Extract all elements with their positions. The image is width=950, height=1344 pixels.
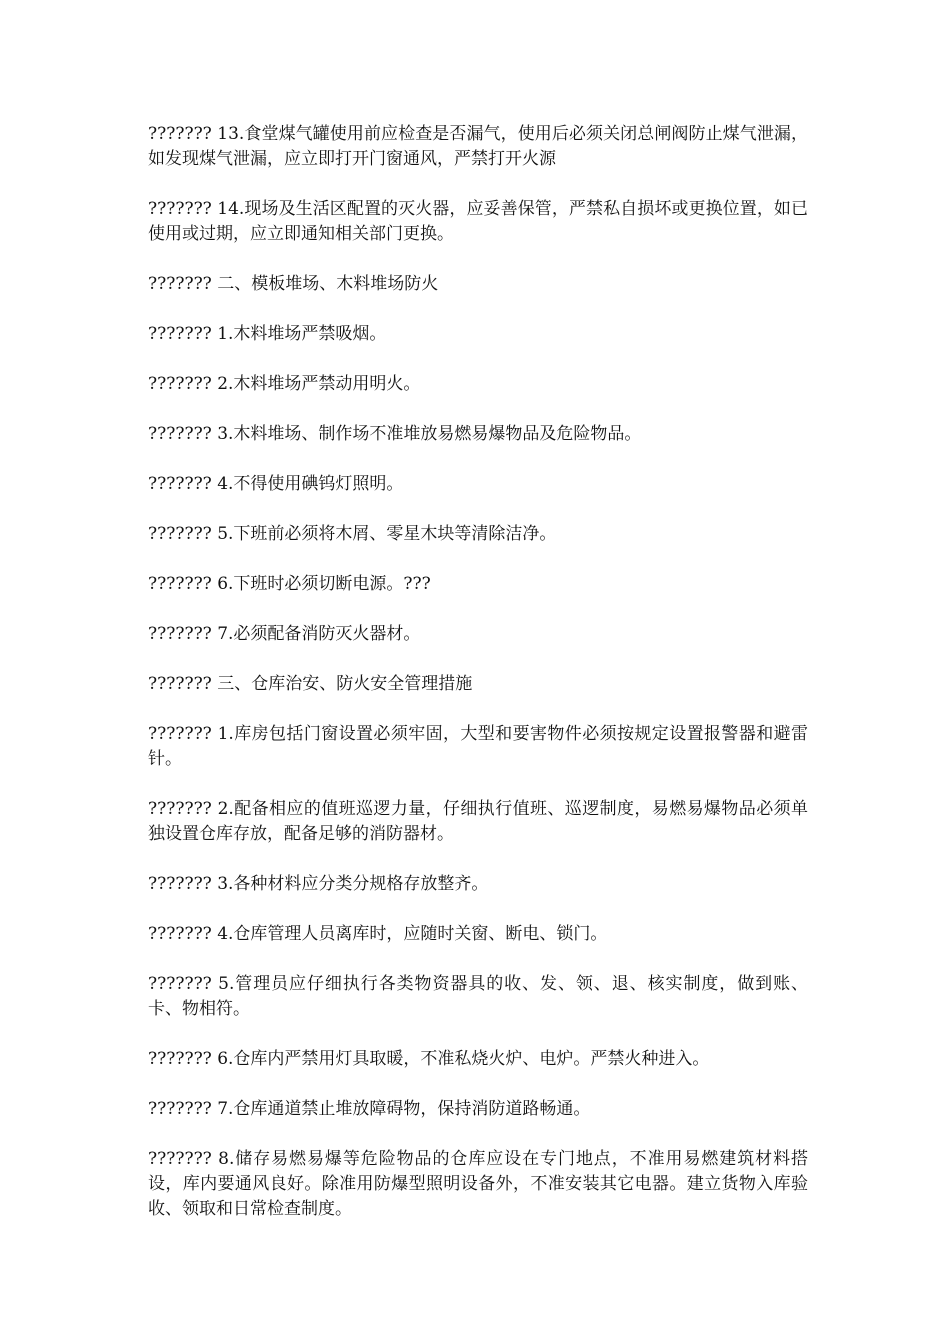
paragraph-item: ??????? 1.木料堆场严禁吸烟。 bbox=[148, 324, 387, 344]
section-heading-2: ??????? 二、模板堆场、木料堆场防火 bbox=[148, 274, 439, 294]
paragraph-item: ??????? 4.仓库管理人员离库时，应随时关窗、断电、锁门。 bbox=[148, 924, 608, 944]
paragraph-item: ??????? 3.各种材料应分类分规格存放整齐。 bbox=[148, 874, 489, 894]
paragraph-item-14: ??????? 14.现场及生活区配置的灭火器，应妥善保管，严禁私自损坏或更换位置，如已使用或过期，应立即通知相关部门更换。 bbox=[148, 199, 808, 244]
paragraph-item: ??????? 3.木料堆场、制作场不准堆放易燃易爆物品及危险物品。 bbox=[148, 424, 642, 444]
paragraph-item: ??????? 7.仓库通道禁止堆放障碍物，保持消防道路畅通。 bbox=[148, 1099, 591, 1119]
paragraph-item: ??????? 6.下班时必须切断电源。??? bbox=[148, 574, 431, 594]
paragraph-item: ??????? 2.配备相应的值班巡逻力量，仔细执行值班、巡逻制度，易燃易爆物品必须单独设置仓库存放，配备足够的消防器材。 bbox=[148, 799, 808, 844]
paragraph-item: ??????? 8.储存易燃易爆等危险物品的仓库应设在专门地点，不准用易燃建筑材料搭设，库内要通风良好。除准用防爆型照明设备外，不准安装其它电器。建立货物入库验收、领取和日常检查制度。 bbox=[148, 1149, 808, 1219]
paragraph-item-13: ??????? 13.食堂煤气罐使用前应检查是否漏气，使用后必须关闭总闸阀防止煤气泄漏，如发现煤气泄漏，应立即打开门窗通风，严禁打开火源 bbox=[148, 124, 808, 169]
paragraph-item: ??????? 6.仓库内严禁用灯具取暖，不准私烧火炉、电炉。严禁火种进入。 bbox=[148, 1049, 710, 1069]
paragraph-item: ??????? 5.管理员应仔细执行各类物资器具的收、发、领、退、核实制度，做到账、卡、物相符。 bbox=[148, 974, 808, 1019]
section-heading-3: ??????? 三、仓库治安、防火安全管理措施 bbox=[148, 674, 473, 694]
document-page bbox=[148, 122, 808, 1247]
paragraph-item: ??????? 2.木料堆场严禁动用明火。 bbox=[148, 374, 421, 394]
paragraph-item: ??????? 7.必须配备消防灭火器材。 bbox=[148, 624, 421, 644]
paragraph-item: ??????? 1.库房包括门窗设置必须牢固，大型和要害物件必须按规定设置报警器和避雷针。 bbox=[148, 724, 808, 769]
paragraph-item: ??????? 4.不得使用碘钨灯照明。 bbox=[148, 474, 404, 494]
paragraph-item: ??????? 5.下班前必须将木屑、零星木块等清除洁净。 bbox=[148, 524, 557, 544]
